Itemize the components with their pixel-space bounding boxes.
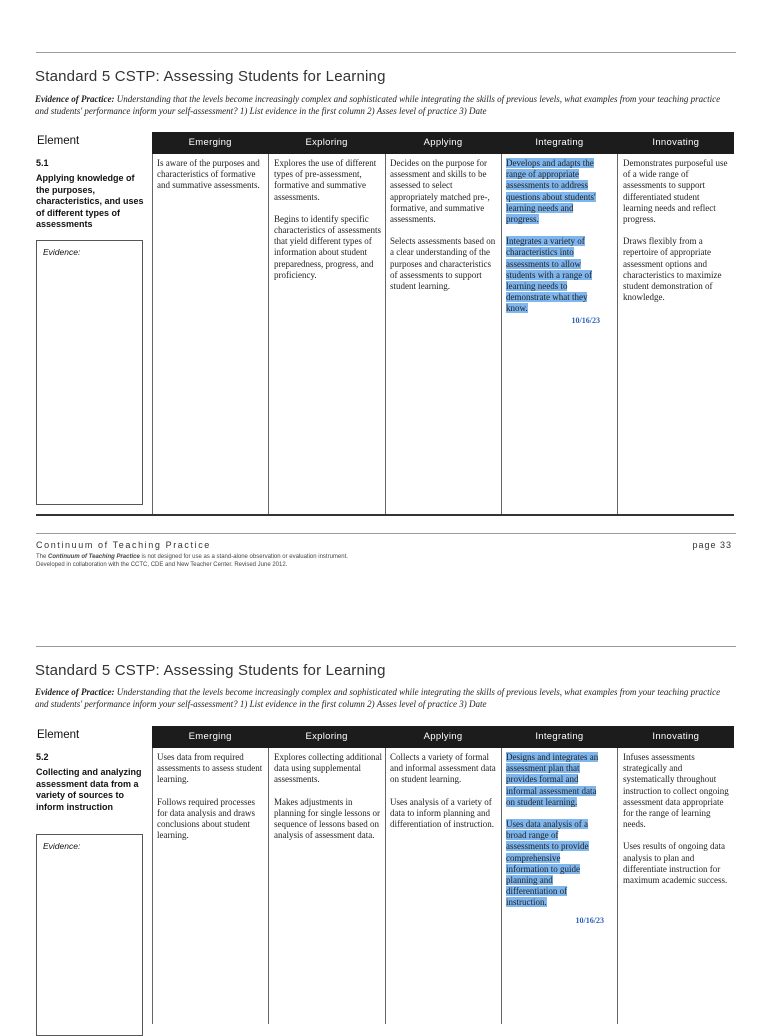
level-header-emerging: Emerging (188, 137, 232, 148)
evidence-label: Evidence of Practice: (35, 687, 115, 697)
exploring-text: Explores collecting additional data using supplemental assessments. (274, 752, 382, 785)
level-header-bar (152, 132, 734, 154)
cell-emerging (157, 158, 265, 203)
footer-title: Continuum of Teaching Practice (36, 540, 211, 550)
emerging-text: Uses data from required assessments to assess student learning. (157, 752, 263, 785)
cell-applying (390, 752, 498, 841)
integrating-date: 10/16/23 (575, 915, 604, 925)
innovating-text: Demonstrates purposeful use of a wide range of assessments to support differentiated student learning needs and reflect progress. (623, 158, 728, 225)
footer-note-line2: Developed in collaboration with the CCTC, CDE and New Teacher Center. Revised June 2012. (36, 561, 288, 568)
level-header-bar (152, 726, 734, 748)
footer-note-prefix: The (36, 554, 47, 560)
column-divider (501, 748, 502, 1024)
page-title: Standard 5 CSTP: Assessing Students for Learning (35, 68, 386, 85)
footer-rule (36, 533, 736, 534)
element-column-header: Element (37, 135, 80, 147)
footer-note (36, 554, 348, 569)
exploring-text: Explores the use of different types of pre-assessment, formative and summative assessments. (274, 158, 377, 202)
emerging-text: Is aware of the purposes and characteristics of formative and summative assessments. (157, 158, 260, 191)
integrating-highlighted-text: Develops and adapts the range of appropriate assessments to address questions about students' learning needs and progress. (506, 158, 596, 225)
top-rule (36, 52, 736, 53)
table-bottom-border (36, 514, 734, 516)
footer-note-bold: Continuum of Teaching Practice (48, 554, 140, 560)
element-number: 5.1 (36, 158, 49, 168)
column-divider (385, 748, 386, 1024)
innovating-text: Draws flexibly from a repertoire of appropriate assessment options and characteristics to maximize student demonstration of knowledge. (623, 236, 722, 303)
cell-emerging (157, 752, 265, 852)
evidence-of-practice-intro (35, 687, 735, 710)
cell-exploring (274, 752, 382, 852)
evidence-of-practice-intro (35, 94, 735, 117)
element-cell (36, 752, 149, 813)
column-divider (152, 154, 153, 514)
page-number: page 33 (692, 540, 732, 550)
level-header-exploring: Exploring (305, 137, 348, 148)
innovating-text: Uses results of ongoing data analysis to plan and differentiate instruction for maximum academic success. (623, 841, 728, 886)
page-title: Standard 5 CSTP: Assessing Students for Learning (35, 662, 386, 679)
element-name: Applying knowledge of the purposes, characteristics, and uses of different types of assessments (36, 173, 144, 229)
emerging-text: Follows required processes for data analysis and draws conclusions about student learning. (157, 796, 255, 841)
footer-note-rest: is not designed for use as a stand-alone observation or evaluation instrument. (141, 554, 348, 560)
element-number: 5.2 (36, 752, 49, 762)
column-divider (152, 748, 153, 1024)
applying-text: Decides on the purpose for assessment and skills to be assessed to select appropriately matched pre-, formative, and summative assessments. (390, 158, 490, 225)
level-header-applying: Applying (423, 731, 463, 742)
level-header-applying: Applying (423, 137, 463, 148)
evidence-text: Understanding that the levels become increasingly complex and sophisticated while integrating the skills of previous levels, what examples from your teaching practice and students' performance inform your self-assessment? 1) List evidence in the first column 2) Asses level of practice 3) Date (35, 687, 721, 709)
evidence-box[interactable] (36, 834, 143, 1036)
cell-innovating (623, 158, 731, 314)
cell-integrating (506, 752, 604, 926)
integrating-highlighted-text: Uses data analysis of a broad range of assessments to provide comprehensive information to guide planning and differentiation of instruction. (506, 819, 589, 908)
innovating-text: Infuses assessments strategically and systematically throughout instruction to collect ongoing assessment data appropriate for the range of learning needs. (623, 752, 729, 830)
cell-integrating (506, 158, 600, 326)
column-divider (385, 154, 386, 514)
cell-applying (390, 158, 498, 303)
level-header-emerging: Emerging (188, 731, 232, 742)
element-column-header: Element (37, 729, 80, 741)
integrating-date: 10/16/23 (571, 315, 600, 325)
exploring-text: Begins to identify specific characteristics of assessments that yield different types of information about student preparedness, progress, and proficiency. (274, 213, 381, 280)
applying-text: Collects a variety of formal and informal assessment data on student learning. (390, 752, 496, 785)
element-cell (36, 158, 149, 231)
evidence-text: Understanding that the levels become increasingly complex and sophisticated while integrating the skills of previous levels, what examples from your teaching practice and students' performance inform your self-assessment? 1) List evidence in the first column 2) Asses level of practice 3) Date (35, 94, 721, 116)
column-divider (617, 748, 618, 1024)
evidence-box[interactable] (36, 240, 143, 505)
level-header-innovating: Innovating (652, 731, 700, 742)
cell-innovating (623, 752, 731, 897)
evidence-label: Evidence of Practice: (35, 94, 115, 104)
level-header-integrating: Integrating (535, 731, 584, 742)
level-header-exploring: Exploring (305, 731, 348, 742)
column-divider (268, 154, 269, 514)
top-rule (36, 646, 736, 647)
evidence-box-label: Evidence: (43, 841, 81, 851)
applying-text: Uses analysis of a variety of data to inform planning and differentiation of instruction. (390, 796, 495, 830)
column-divider (268, 748, 269, 1024)
cell-exploring (274, 158, 382, 292)
column-divider (501, 154, 502, 514)
exploring-text: Makes adjustments in planning for single lessons or sequence of lessons based on analysis of assessment data. (274, 796, 380, 841)
integrating-highlighted-text: Integrates a variety of characteristics into assessments to allow students with a range of learning needs to demonstrate what they know. (506, 236, 592, 314)
element-name: Collecting and analyzing assessment data from a variety of sources to inform instruction (36, 767, 142, 812)
level-header-integrating: Integrating (535, 137, 584, 148)
applying-text: Selects assessments based on a clear understanding of the purposes and characteristics of assessments to support student learning. (390, 236, 496, 292)
column-divider (617, 154, 618, 514)
integrating-highlighted-text: Designs and integrates an assessment plan that provides formal and informal assessment data on student learning. (506, 752, 599, 807)
level-header-innovating: Innovating (652, 137, 700, 148)
evidence-box-label: Evidence: (43, 247, 81, 257)
